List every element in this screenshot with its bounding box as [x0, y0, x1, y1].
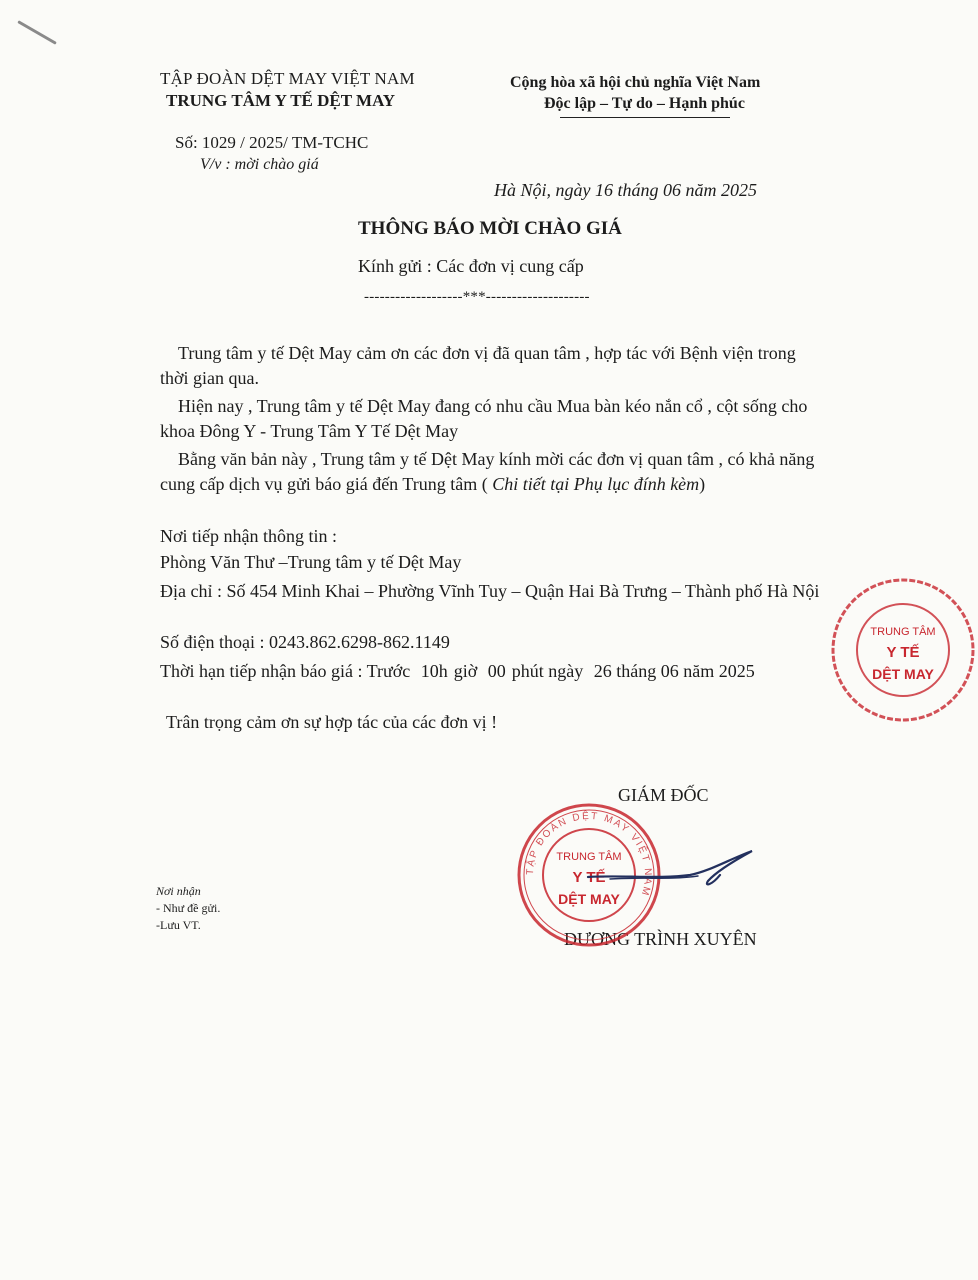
seam-stamp-line3: DỆT MAY: [872, 666, 934, 682]
document-date: Hà Nội, ngày 16 tháng 06 năm 2025: [494, 180, 757, 200]
deadline-hour-unit: giờ: [453, 661, 478, 681]
recipients-heading: Nơi nhận: [156, 884, 201, 898]
recipient-item: - Như đề gửi.: [156, 901, 221, 915]
org-parent: TẬP ĐOÀN DỆT MAY VIỆT NAM: [160, 69, 415, 88]
paragraph-thanks: Trung tâm y tế Dệt May cảm ơn các đơn vị đã quan tâm , hợp tác với Bệnh viện trong thời gian qua.: [160, 343, 796, 388]
stamp-line1: TRUNG TÂM: [556, 851, 622, 863]
motto-underline: [560, 117, 730, 118]
recipient-item: -Lưu VT.: [156, 918, 201, 932]
national-motto: Độc lập – Tự do – Hạnh phúc: [544, 95, 745, 112]
invitation-end: ): [699, 474, 706, 494]
greeting: Kính gửi : Các đơn vị cung cấp: [358, 256, 584, 276]
document-subject: V/v : mời chào giá: [200, 156, 319, 173]
receiving-label: Nơi tiếp nhận thông tin :: [160, 526, 338, 546]
closing-thanks: Trân trọng cảm ơn sự hợp tác của các đơn vị !: [166, 712, 498, 732]
stamp-line2: Y TẾ: [572, 869, 606, 886]
seam-stamp: [828, 575, 978, 725]
recipients: [156, 883, 220, 934]
deadline-minute-unit: phút ngày: [511, 661, 584, 681]
document-title: THÔNG BÁO MỜI CHÀO GIÁ: [358, 218, 622, 239]
document-number: Số: 1029 / 2025/ TM-TCHC: [175, 133, 369, 152]
signer-name: DƯƠNG TRÌNH XUYÊN: [564, 929, 757, 949]
signer-title: GIÁM ĐỐC: [618, 785, 709, 805]
country-name: Cộng hòa xã hội chủ nghĩa Việt Nam: [510, 74, 761, 91]
divider: -------------------***--------------------: [364, 289, 590, 305]
org-name: TRUNG TÂM Y TẾ DỆT MAY: [166, 91, 396, 110]
handwritten-signature: [580, 845, 760, 895]
pen-mark: [17, 20, 57, 45]
invitation-text: Bằng văn bản này , Trung tâm y tế Dệt May kính mời các đơn vị quan tâm , có khả năng cung cấp dịch vụ gửi báo giá đến Trung tâm (: [160, 449, 815, 494]
paragraph-need: Hiện nay , Trung tâm y tế Dệt May đang có nhu cầu Mua bàn kéo nắn cổ , cột sống cho khoa Đông Y - Trung Tâm Y Tế Dệt May: [160, 396, 808, 441]
svg-text:TẬP ĐOÀN DỆT MAY VIỆT NAM: TẬP ĐOÀN DỆT MAY VIỆT NAM: [524, 810, 654, 899]
deadline-minute: 00: [487, 661, 506, 681]
receiving-room: Phòng Văn Thư –Trung tâm y tế Dệt May: [160, 552, 462, 572]
deadline-hour: 10h: [420, 661, 448, 681]
phone-number: Số điện thoại : 0243.862.6298-862.1149: [160, 632, 450, 652]
deadline-prefix: Thời hạn tiếp nhận báo giá : Trước: [160, 661, 411, 681]
deadline: [160, 658, 820, 685]
appendix-note: Chi tiết tại Phụ lục đính kèm: [492, 474, 700, 494]
paragraph-invitation: [160, 447, 820, 497]
seam-stamp-line1: TRUNG TÂM: [870, 626, 936, 638]
seam-stamp-line2: Y TẾ: [886, 644, 920, 661]
stamp-line3: DỆT MAY: [558, 891, 620, 907]
receiving-address: Địa chỉ : Số 454 Minh Khai – Phường Vĩnh Tuy – Quận Hai Bà Trưng – Thành phố Hà Nội: [160, 581, 820, 601]
deadline-day: 26 tháng 06 năm 2025: [593, 661, 755, 681]
